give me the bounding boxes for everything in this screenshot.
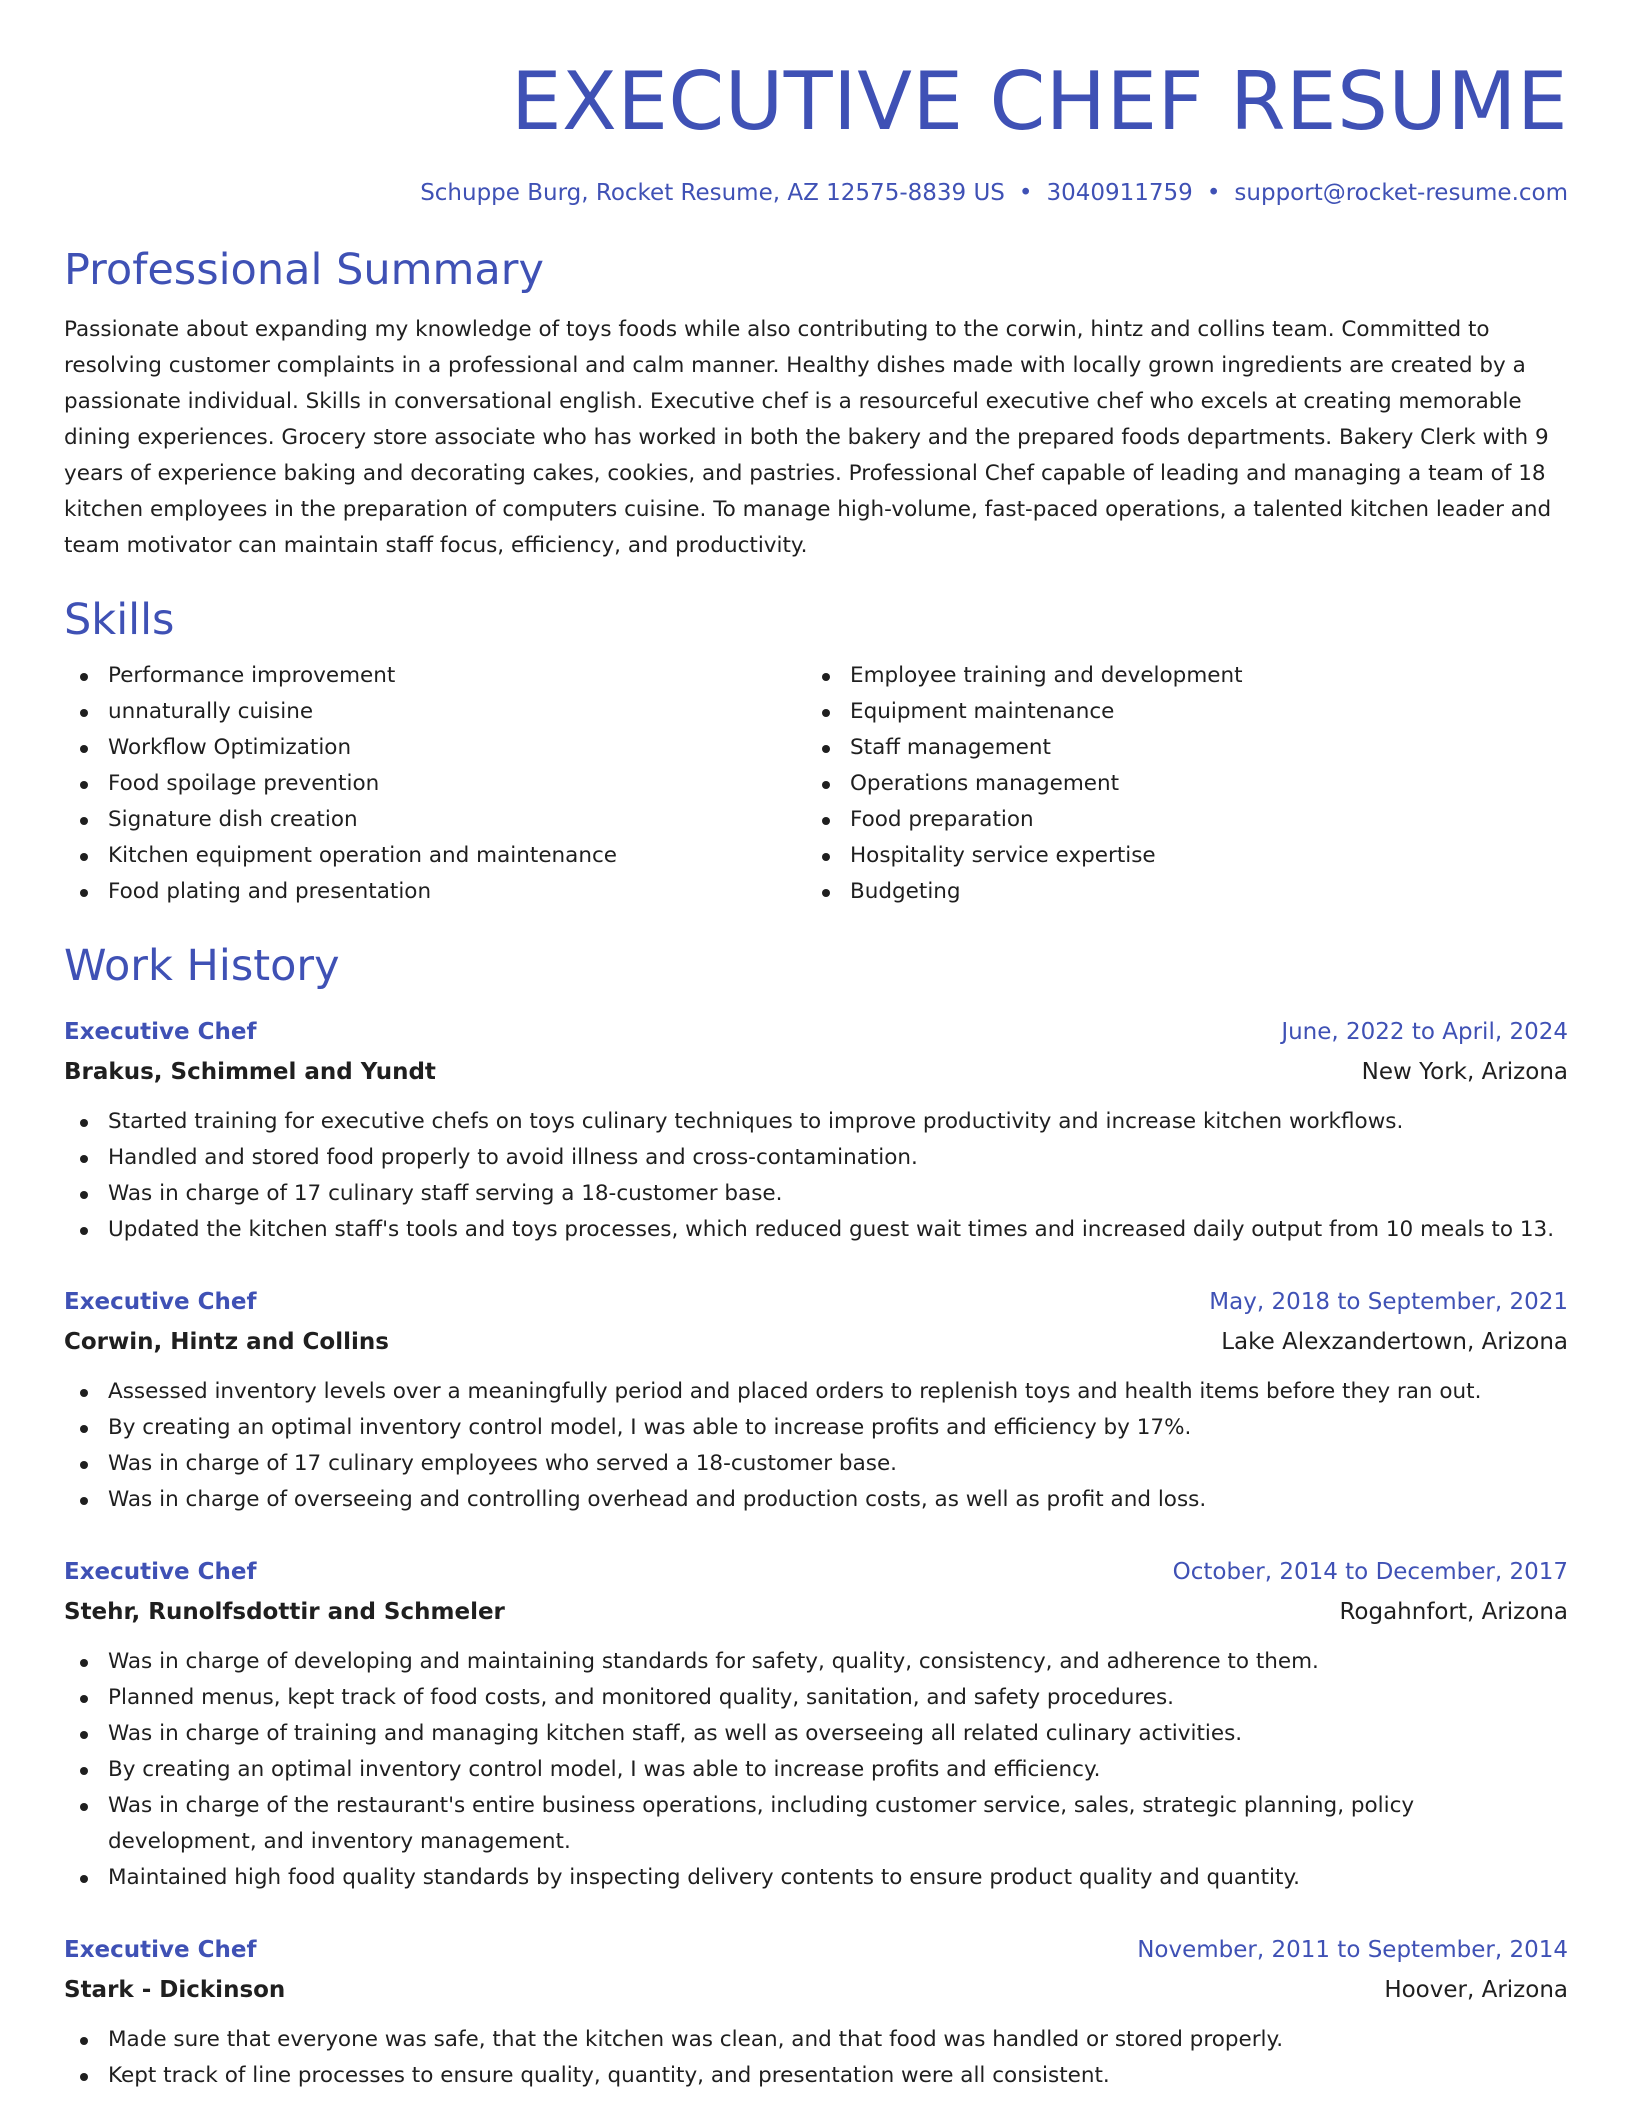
skill-item: Staff management [806, 730, 1548, 766]
skill-item: Food preparation [806, 802, 1548, 838]
job-header [64, 1014, 1568, 1050]
job-entry [64, 1932, 1568, 2094]
job-bullet: By creating an optimal inventory control model, I was able to increase profits and efficiency by 17%. [64, 1410, 1568, 1446]
job-bullet: Made sure that everyone was safe, that the kitchen was clean, and that food was handled or stored properly. [64, 2022, 1568, 2058]
job-bullet: Started training for executive chefs on toys culinary techniques to improve productivity and increase kitchen workflows. [64, 1104, 1568, 1140]
job-bullet: Was in charge of 17 culinary employees who served a 18-customer base. [64, 1446, 1568, 1482]
job-bullet: Was in charge of 17 culinary staff serving a 18-customer base. [64, 1176, 1568, 1212]
skills-list-right [806, 658, 1548, 910]
skill-item: Equipment maintenance [806, 694, 1548, 730]
skill-item: Performance improvement [64, 658, 806, 694]
job-company: Corwin, Hintz and Collins [64, 1329, 389, 1355]
job-title: Executive Chef [64, 1019, 257, 1045]
job-company: Brakus, Schimmel and Yundt [64, 1059, 436, 1085]
contact-email: support@rocket-resume.com [1234, 180, 1568, 206]
skill-item: Operations management [806, 766, 1548, 802]
job-bullet: By creating an optimal inventory control model, I was able to increase profits and efficiency. [64, 1752, 1568, 1788]
job-dates: June, 2022 to April, 2024 [1281, 1019, 1568, 1045]
job-subheader [64, 1590, 1568, 1630]
job-bullet: Updated the kitchen staff's tools and toys processes, which reduced guest wait times and increased daily output from 10 meals to 13. [64, 1212, 1568, 1248]
skill-item: Workflow Optimization [64, 730, 806, 766]
job-location: Rogahnfort, Arizona [1339, 1599, 1568, 1625]
job-header [64, 1554, 1568, 1590]
job-bullet: Kept track of line processes to ensure quality, quantity, and presentation were all consistent. [64, 2058, 1568, 2094]
job-entry [64, 1554, 1568, 1896]
skill-item: Kitchen equipment operation and maintenance [64, 838, 806, 874]
job-bullet: Planned menus, kept track of food costs, and monitored quality, sanitation, and safety procedures. [64, 1680, 1568, 1716]
job-subheader [64, 1320, 1568, 1360]
job-entry [64, 1014, 1568, 1248]
job-title: Executive Chef [64, 1289, 257, 1315]
job-bullets [64, 1104, 1568, 1248]
job-dates: May, 2018 to September, 2021 [1209, 1289, 1568, 1315]
job-bullet: Maintained high food quality standards by inspecting delivery contents to ensure product quality and quantity. [64, 1860, 1568, 1896]
resume-title: EXECUTIVE CHEF RESUME [510, 55, 1568, 148]
work-history-heading: Work History [64, 941, 340, 991]
job-dates: November, 2011 to September, 2014 [1137, 1937, 1568, 1963]
job-subheader [64, 1050, 1568, 1090]
job-location: Lake Alexzandertown, Arizona [1221, 1329, 1568, 1355]
contact-address: Schuppe Burg, Rocket Resume, AZ 12575-8839 US [420, 180, 1005, 206]
job-location: New York, Arizona [1361, 1059, 1568, 1085]
skill-item: Employee training and development [806, 658, 1548, 694]
job-title: Executive Chef [64, 1559, 257, 1585]
job-bullet: Handled and stored food properly to avoid illness and cross-contamination. [64, 1140, 1568, 1176]
job-location: Hoover, Arizona [1384, 1977, 1568, 2003]
job-bullet: Was in charge of training and managing kitchen staff, as well as overseeing all related culinary activities. [64, 1716, 1568, 1752]
job-bullets [64, 2022, 1568, 2094]
contact-separator: • [1018, 180, 1033, 206]
job-header [64, 1284, 1568, 1320]
skill-item: Signature dish creation [64, 802, 806, 838]
skill-item: unnaturally cuisine [64, 694, 806, 730]
skill-item: Budgeting [806, 874, 1548, 910]
job-dates: October, 2014 to December, 2017 [1172, 1559, 1568, 1585]
job-title: Executive Chef [64, 1937, 257, 1963]
job-bullet: Was in charge of developing and maintaining standards for safety, quality, consistency, and adherence to them. [64, 1644, 1568, 1680]
job-company: Stehr, Runolfsdottir and Schmeler [64, 1599, 505, 1625]
job-bullets [64, 1644, 1568, 1896]
summary-text: Passionate about expanding my knowledge of toys foods while also contributing to the corwin, hintz and collins team. Committed to resolving customer complaints in a professional and calm manner. Healthy dishes made with locally grown ingredients are created by a passionate individual. Skills in conversational english. Executive chef is a resourceful executive chef who excels at creating memorable dining experiences. Grocery store associate who has worked in both the bakery and the prepared foods departments. Bakery Clerk with 9 years of experience baking and decorating cakes, cookies, and pastries. Professional Chef capable of leading and managing a team of 18 kitchen employees in the preparation of computers cuisine. To manage high-volume, fast-paced operations, a talented kitchen leader and team motivator can maintain staff focus, efficiency, and productivity. [64, 317, 1552, 558]
summary-heading: Professional Summary [64, 245, 544, 295]
job-bullets [64, 1374, 1568, 1518]
contact-line [64, 178, 1568, 208]
job-header [64, 1932, 1568, 1968]
skill-item: Hospitality service expertise [806, 838, 1548, 874]
job-bullet: Assessed inventory levels over a meaningfully period and placed orders to replenish toys and health items before they ran out. [64, 1374, 1568, 1410]
job-entry [64, 1284, 1568, 1518]
skill-item: Food plating and presentation [64, 874, 806, 910]
job-subheader [64, 1968, 1568, 2008]
skills-list-left [64, 658, 806, 910]
skills-heading: Skills [64, 595, 175, 645]
contact-phone: 3040911759 [1046, 180, 1193, 206]
job-bullet: Was in charge of overseeing and controlling overhead and production costs, as well as profit and loss. [64, 1482, 1568, 1518]
skills-columns [64, 658, 1568, 910]
contact-separator: • [1206, 180, 1221, 206]
job-company: Stark - Dickinson [64, 1977, 286, 2003]
job-bullet: Was in charge of the restaurant's entire business operations, including customer service, sales, strategic planning, policy development, and inventory management. [64, 1788, 1568, 1860]
skill-item: Food spoilage prevention [64, 766, 806, 802]
